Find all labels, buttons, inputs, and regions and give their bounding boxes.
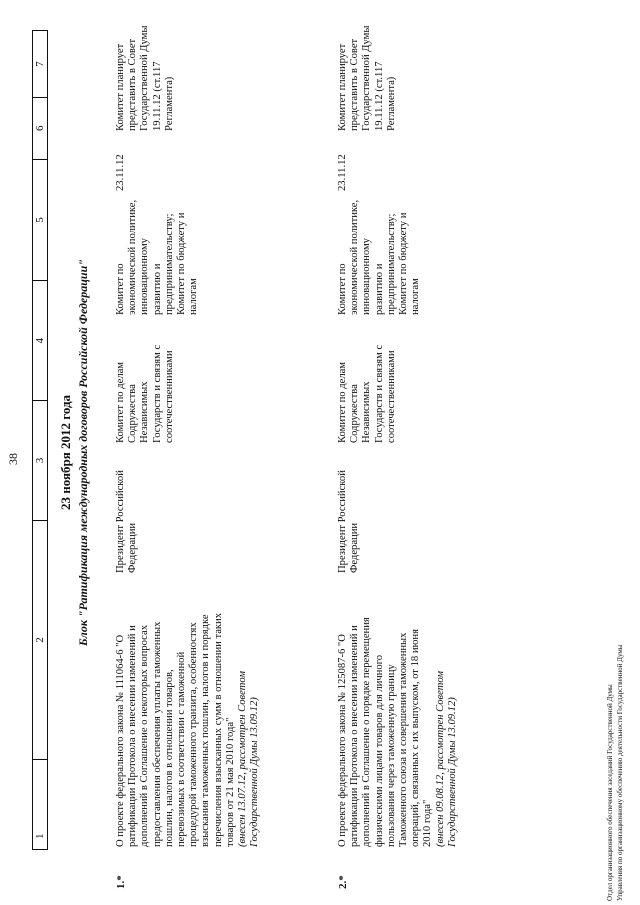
- row-1-co-committees: Комитет по экономической политике, инновационному развитию и предпринимательству; Комитет по бюджету и налогам: [115, 199, 200, 315]
- header-col-3: 3: [33, 400, 47, 520]
- header-col-1: 1: [33, 759, 47, 849]
- row-2-number: 2.*: [337, 875, 349, 889]
- row-2-note: (внесен 09.08.12, рассмотрен Советом Государственной Думы 13.09.12): [434, 671, 458, 847]
- row-1-description: О проекте федерального закона № 111064-6 "О ратификации Протокола о внесении изменений и дополнений в Соглашение о некоторых вопросах предоставления обеспечения уплаты таможенных пошлин, налогов в отношении товаров, перевозимых в соответствии с таможенной процедурой таможенного транзита, особенностях взыскания таможенных пошлин, налогов и порядке перечисления взысканных сумм в отношении таких товаров от 21 мая 2010 года": [115, 612, 236, 847]
- row-2-remark: Комитет планирует представить в Совет Государственной Думы 19.11.12 (ст.117 Регламента): [337, 25, 397, 131]
- row-1-note: (внесен 13.07.12, рассмотрен Советом Государственной Думы 13.09.12): [237, 671, 261, 847]
- page-number: 38: [6, 453, 20, 465]
- footer-line-1: Отдел организационного обеспечения заседаний Государственной Думы: [606, 684, 614, 901]
- row-2-description-cell: [337, 611, 459, 847]
- row-2-date: 23.11.12: [337, 154, 348, 191]
- row-1-committee: Комитет по делам Содружества Независимых Государств и связям с соотечественниками: [115, 344, 175, 443]
- row-1-description-cell: [115, 611, 261, 847]
- row-1-number: 1.*: [115, 875, 127, 889]
- row-2-description: О проекте федерального закона № 125087-6 "О ратификации Протокола о внесении изменений и дополнений в Соглашение о порядке перемещения физическими лицами товаров для личного пользования через таможенную границу Таможенного союза и совершения таможенных операций, связанных с их выпуском, от 18 июня 2010 года": [337, 617, 434, 847]
- block-title: Блок "Ратификация международных договоров Российской Федерации": [76, 259, 90, 646]
- row-1-remark: Комитет планирует представить в Совет Государственной Думы 19.11.12 (ст.117 Регламента): [115, 25, 175, 131]
- header-col-7: 7: [34, 61, 46, 67]
- row-1-initiator: Президент Российской Федерации: [115, 470, 139, 573]
- date-title: 23 ноября 2012 года: [58, 394, 73, 511]
- header-col-6: 6: [33, 97, 47, 159]
- header-col-5: 5: [33, 159, 47, 281]
- footer-line-2: Управления по организационному обеспечению деятельности Государственной Думы: [616, 644, 624, 901]
- row-1-date: 23.11.12: [115, 154, 126, 191]
- header-col-4: 4: [33, 280, 47, 400]
- table-header: [32, 30, 48, 850]
- header-col-2: 2: [33, 520, 47, 759]
- row-2-initiator: Президент Российской Федерации: [337, 470, 361, 573]
- row-2-committee: Комитет по делам Содружества Независимых Государств и связям с соотечественниками: [337, 344, 397, 443]
- row-2-co-committees: Комитет по экономической политике, инновационному развитию и предпринимательству; Комитет по бюджету и налогам: [337, 199, 422, 315]
